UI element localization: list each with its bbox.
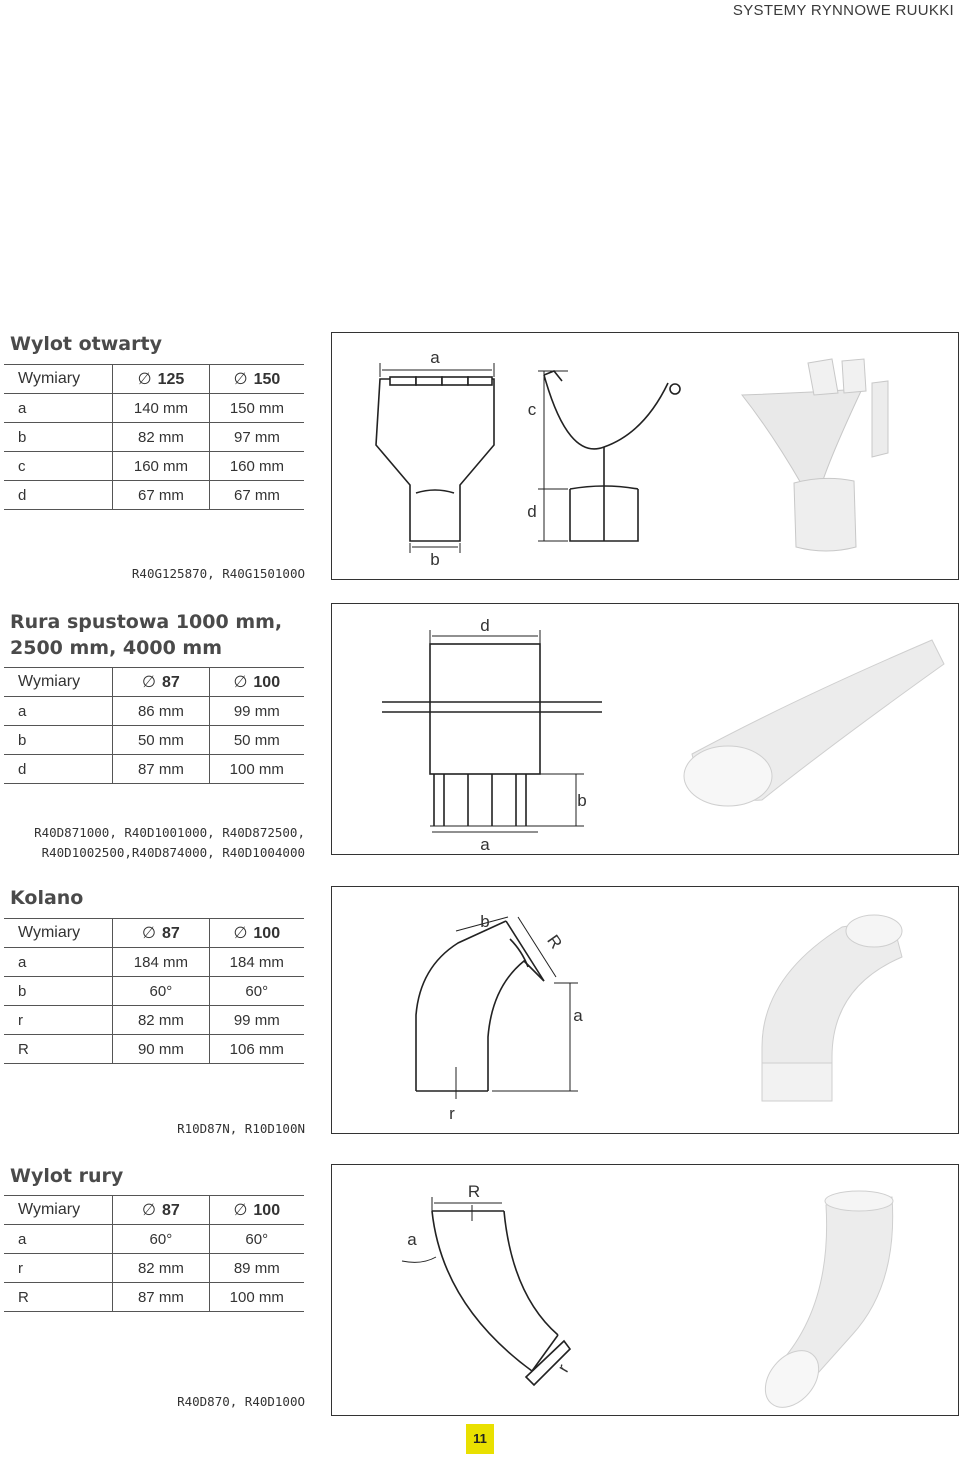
diagram-panel-kolano <box>331 886 959 1134</box>
dimension-label-b: b <box>430 550 440 569</box>
diagram-panel-rura-spustowa <box>331 603 959 855</box>
product-image-rura-spustowa <box>684 640 944 806</box>
section-title-wylot-otwarty: Wylot otwarty <box>10 333 162 355</box>
table-row: r 82 mm 89 mm <box>4 1254 304 1283</box>
table-row: R 90 mm 106 mm <box>4 1035 304 1064</box>
table-header-row <box>4 668 304 697</box>
technical-drawing-wylot-rury <box>332 1165 958 1415</box>
dimension-label-a: a <box>573 1006 583 1025</box>
table-header-row <box>4 1196 304 1225</box>
diameter-icon: ∅ <box>137 371 152 388</box>
table-row: a 140 mm 150 mm <box>4 394 304 423</box>
column-header: ∅ 100 <box>209 1196 304 1225</box>
technical-drawing-kolano <box>332 887 958 1133</box>
column-header: Wymiary <box>4 365 113 394</box>
column-header: ∅ 125 <box>113 365 210 394</box>
diagram-panel-wylot-rury <box>331 1164 959 1416</box>
column-header: ∅ 87 <box>113 668 209 697</box>
dimensions-table-kolano <box>4 918 304 1064</box>
dimension-label-r: r <box>553 1361 573 1376</box>
product-image-kolano <box>762 915 902 1101</box>
table-row: R 87 mm 100 mm <box>4 1283 304 1312</box>
table-row: c 160 mm 160 mm <box>4 452 304 481</box>
dimension-label-a: a <box>480 835 490 854</box>
product-image-wylot-rury <box>755 1191 893 1415</box>
table-row: a 86 mm 99 mm <box>4 697 304 726</box>
page-number: 11 <box>466 1424 494 1454</box>
diameter-icon: ∅ <box>233 1202 248 1219</box>
technical-drawing-wylot-otwarty <box>332 333 958 579</box>
dimension-label-r: r <box>449 1104 455 1123</box>
section-title-wylot-rury: Wylot rury <box>10 1165 124 1187</box>
dimension-label-R: R <box>467 1182 481 1201</box>
column-header: ∅ 150 <box>209 365 304 394</box>
product-codes: R40D870, R40D100O <box>177 1394 305 1409</box>
column-header: Wymiary <box>4 1196 113 1225</box>
dimensions-table-wylot-otwarty <box>4 364 304 510</box>
table-row: d 87 mm 100 mm <box>4 755 304 784</box>
diameter-icon: ∅ <box>142 674 156 691</box>
technical-drawing-rura-spustowa <box>332 604 958 854</box>
table-row: r 82 mm 99 mm <box>4 1006 304 1035</box>
dimension-label-a: a <box>430 348 440 367</box>
column-header: ∅ 100 <box>209 919 304 948</box>
section-title-rura-spustowa: Rura spustowa 1000 mm, 2500 mm, 4000 mm <box>10 611 283 659</box>
table-row: a 184 mm 184 mm <box>4 948 304 977</box>
column-header: ∅ 87 <box>113 919 209 948</box>
table-row: b 60° 60° <box>4 977 304 1006</box>
table-header-row <box>4 919 304 948</box>
diameter-icon: ∅ <box>233 674 248 691</box>
column-header: Wymiary <box>4 668 113 697</box>
dimension-label-R: R <box>543 931 566 953</box>
dimension-label-b: b <box>480 912 490 931</box>
section-title-kolano: Kolano <box>10 887 84 909</box>
product-codes: R40G125870, R40G150100O <box>131 566 305 581</box>
table-row: d 67 mm 67 mm <box>4 481 304 510</box>
table-row: b 50 mm 50 mm <box>4 726 304 755</box>
dimensions-table-rura-spustowa <box>4 667 304 784</box>
dimension-label-d: d <box>480 616 490 635</box>
dimensions-table-wylot-rury <box>4 1195 304 1312</box>
column-header: Wymiary <box>4 919 113 948</box>
product-codes: R40D871000, R40D1001000, R40D872500, R40D1002500,R40D874000, R40D1004000 <box>34 825 305 860</box>
column-header: ∅ 87 <box>113 1196 209 1225</box>
diameter-icon: ∅ <box>142 925 156 942</box>
table-row: a 60° 60° <box>4 1225 304 1254</box>
dimension-label-a: a <box>407 1230 417 1249</box>
dimension-label-b: b <box>577 791 587 810</box>
diameter-icon: ∅ <box>233 371 248 388</box>
column-header: ∅ 100 <box>209 668 304 697</box>
table-header-row <box>4 365 304 394</box>
product-image-wylot-otwarty <box>742 359 888 551</box>
product-codes: R10D87N, R10D100N <box>177 1121 305 1136</box>
page-header: SYSTEMY RYNNOWE RUUKKI <box>732 2 954 19</box>
dimension-label-c: c <box>527 400 537 419</box>
diameter-icon: ∅ <box>142 1202 156 1219</box>
diameter-icon: ∅ <box>233 925 248 942</box>
dimension-label-d: d <box>527 502 537 521</box>
diagram-panel-wylot-otwarty <box>331 332 959 580</box>
table-row: b 82 mm 97 mm <box>4 423 304 452</box>
